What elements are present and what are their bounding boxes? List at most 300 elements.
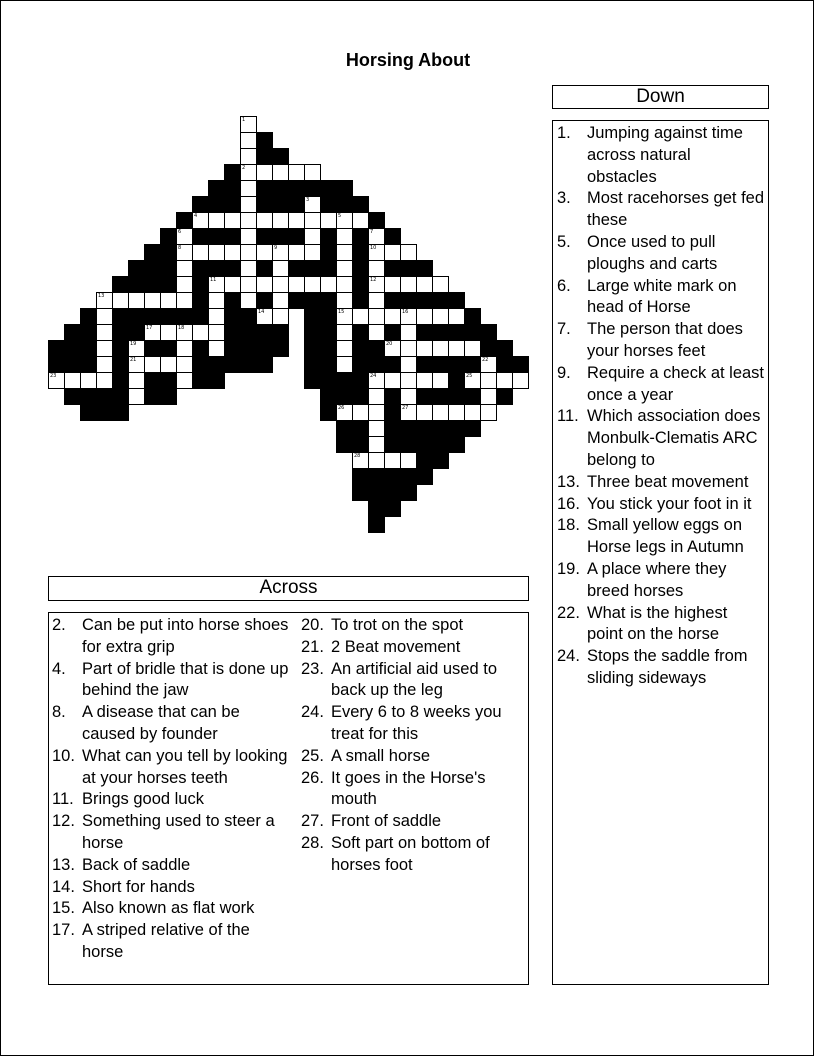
answer-cell[interactable] [320,276,337,293]
black-cell [304,308,321,325]
answer-cell[interactable] [96,356,113,373]
black-cell [80,356,97,373]
answer-cell[interactable] [384,452,401,469]
answer-cell[interactable] [464,372,481,389]
answer-cell[interactable] [480,404,497,421]
clue-item [52,746,292,790]
black-cell [160,244,177,261]
black-cell [464,388,481,405]
clue-number: 20. [301,616,324,634]
answer-cell[interactable] [400,388,417,405]
black-cell [448,356,465,373]
clue-number: 23. [301,659,324,678]
answer-cell[interactable] [416,372,433,389]
answer-cell[interactable] [144,324,161,341]
answer-cell[interactable] [272,212,289,229]
answer-cell[interactable] [304,196,321,213]
clue-number: 9. [557,363,571,382]
answer-cell[interactable] [480,372,497,389]
answer-cell[interactable] [144,356,161,373]
clue-number: 24. [557,647,580,666]
answer-cell[interactable] [368,324,385,341]
clue-number: 12. [52,812,75,831]
answer-cell[interactable] [368,404,385,421]
black-cell [368,468,385,485]
black-cell [288,228,305,245]
answer-cell[interactable] [144,292,161,309]
answer-cell[interactable] [48,372,65,389]
black-cell [208,180,225,197]
answer-cell[interactable] [400,276,417,293]
black-cell [304,180,321,197]
answer-cell[interactable] [224,244,241,261]
answer-cell[interactable] [96,308,113,325]
answer-cell[interactable] [240,292,257,309]
black-cell [192,308,209,325]
answer-cell[interactable] [256,276,273,293]
clue-text: Most racehorses get fed these [587,189,765,230]
black-cell [320,292,337,309]
black-cell [256,132,273,149]
answer-cell[interactable] [160,324,177,341]
answer-cell[interactable] [448,308,465,325]
black-cell [160,388,177,405]
black-cell [48,340,65,357]
black-cell [448,420,465,437]
black-cell [144,372,161,389]
answer-cell[interactable] [464,404,481,421]
answer-cell[interactable] [272,244,289,261]
black-cell [352,356,369,373]
clue-item [557,363,764,407]
black-cell [304,356,321,373]
answer-cell[interactable] [400,308,417,325]
answer-cell[interactable] [208,324,225,341]
answer-cell[interactable] [496,372,513,389]
answer-cell[interactable] [208,292,225,309]
clue-item [557,559,764,603]
black-cell [448,324,465,341]
clue-number: 6. [557,276,571,295]
answer-cell[interactable] [176,324,193,341]
black-cell [384,404,401,421]
answer-cell[interactable] [96,340,113,357]
answer-cell[interactable] [176,228,193,245]
answer-cell[interactable] [336,324,353,341]
answer-cell[interactable] [432,404,449,421]
answer-cell[interactable] [448,404,465,421]
answer-cell[interactable] [128,340,145,357]
answer-cell[interactable] [512,372,529,389]
answer-cell[interactable] [336,244,353,261]
clue-number: 7 [370,229,374,235]
answer-cell[interactable] [240,116,257,133]
clue-text: Soft part on bottom of horses foot [331,833,490,874]
answer-cell[interactable] [288,212,305,229]
answer-cell[interactable] [192,324,209,341]
answer-cell[interactable] [304,276,321,293]
answer-cell[interactable] [384,308,401,325]
answer-cell[interactable] [336,404,353,421]
answer-cell[interactable] [368,372,385,389]
answer-cell[interactable] [336,292,353,309]
clue-number: 5 [338,213,342,219]
answer-cell[interactable] [400,452,417,469]
answer-cell[interactable] [256,164,273,181]
answer-cell[interactable] [128,356,145,373]
clue-number: 14 [258,309,265,315]
answer-cell[interactable] [240,276,257,293]
clue-text: Part of bridle that is done up behind the jaw [82,659,289,700]
black-cell [240,340,257,357]
answer-cell[interactable] [80,372,97,389]
black-cell [384,388,401,405]
clue-text: The person that does your horses feet [587,320,743,360]
black-cell [288,196,305,213]
black-cell [352,420,369,437]
answer-cell[interactable] [176,244,193,261]
black-cell [400,292,417,309]
clue-number: 17 [146,325,153,331]
black-cell [224,164,241,181]
black-cell [240,356,257,373]
answer-cell[interactable] [208,276,225,293]
clue-number: 3 [306,197,310,203]
answer-cell[interactable] [240,180,257,197]
black-cell [112,308,129,325]
black-cell [192,372,209,389]
black-cell [336,196,353,213]
answer-cell[interactable] [416,276,433,293]
black-cell [96,388,113,405]
clue-text: Once used to pull ploughs and carts [587,232,718,273]
answer-cell[interactable] [96,292,113,309]
clue-text: Can be put into horse shoes for extra grip [82,616,289,656]
black-cell [384,468,401,485]
black-cell [288,260,305,277]
across-column-1 [52,615,292,964]
answer-cell[interactable] [272,164,289,181]
clue-number: 26. [301,768,324,787]
black-cell [432,436,449,453]
answer-cell[interactable] [208,308,225,325]
clue-number: 24. [301,703,324,722]
black-cell [256,292,273,309]
black-cell [64,356,81,373]
answer-cell[interactable] [176,372,193,389]
black-cell [80,308,97,325]
answer-cell[interactable] [240,244,257,261]
black-cell [160,260,177,277]
answer-cell[interactable] [240,164,257,181]
answer-cell[interactable] [368,228,385,245]
black-cell [352,484,369,501]
answer-cell[interactable] [224,212,241,229]
answer-cell[interactable] [400,372,417,389]
answer-cell[interactable] [464,340,481,357]
answer-cell[interactable] [432,340,449,357]
answer-cell[interactable] [288,276,305,293]
answer-cell[interactable] [240,228,257,245]
black-cell [432,452,449,469]
clue-item [557,319,764,363]
black-cell [304,324,321,341]
black-cell [224,260,241,277]
answer-cell[interactable] [416,308,433,325]
clue-text: It goes in the Horse's mouth [331,768,486,809]
answer-cell[interactable] [240,148,257,165]
clue-number: 27. [301,812,324,831]
answer-cell[interactable] [336,260,353,277]
answer-cell[interactable] [336,340,353,357]
answer-cell[interactable] [480,388,497,405]
answer-cell[interactable] [208,244,225,261]
clue-item [301,637,527,659]
answer-cell[interactable] [256,308,273,325]
answer-cell[interactable] [64,372,81,389]
answer-cell[interactable] [336,308,353,325]
black-cell [256,148,273,165]
black-cell [384,500,401,517]
answer-cell[interactable] [384,372,401,389]
black-cell [224,340,241,357]
clue-number: 9 [274,245,278,251]
clue-number: 10 [370,245,377,251]
black-cell [320,404,337,421]
answer-cell[interactable] [128,372,145,389]
black-cell [432,356,449,373]
clue-number: 22. [557,603,580,622]
black-cell [224,356,241,373]
black-cell [384,420,401,437]
black-cell [112,372,129,389]
answer-cell[interactable] [352,404,369,421]
answer-cell[interactable] [400,244,417,261]
answer-cell[interactable] [400,404,417,421]
answer-cell[interactable] [176,356,193,373]
answer-cell[interactable] [368,388,385,405]
black-cell [64,340,81,357]
black-cell [416,388,433,405]
answer-cell[interactable] [272,308,289,325]
clue-number: 2 [242,165,246,171]
black-cell [192,292,209,309]
black-cell [448,388,465,405]
black-cell [400,436,417,453]
clue-text: You stick your foot in it [587,494,752,513]
black-cell [384,324,401,341]
answer-cell[interactable] [368,452,385,469]
answer-cell[interactable] [400,340,417,357]
black-cell [336,372,353,389]
black-cell [224,292,241,309]
answer-cell[interactable] [400,324,417,341]
clue-item [52,877,292,899]
answer-cell[interactable] [256,212,273,229]
answer-cell[interactable] [304,244,321,261]
clue-number: 15 [338,309,345,315]
answer-cell[interactable] [448,340,465,357]
black-cell [112,324,129,341]
answer-cell[interactable] [192,244,209,261]
answer-cell[interactable] [400,356,417,373]
black-cell [368,484,385,501]
answer-cell[interactable] [368,436,385,453]
clue-item [557,646,764,690]
answer-cell[interactable] [208,212,225,229]
black-cell [384,292,401,309]
clue-number: 21 [130,357,137,363]
answer-cell[interactable] [336,228,353,245]
answer-cell[interactable] [224,276,241,293]
answer-cell[interactable] [176,292,193,309]
answer-cell[interactable] [128,388,145,405]
black-cell [192,276,209,293]
black-cell [288,180,305,197]
black-cell [384,436,401,453]
clue-item [52,702,292,746]
answer-cell[interactable] [288,164,305,181]
answer-cell[interactable] [272,292,289,309]
black-cell [144,308,161,325]
answer-cell[interactable] [336,356,353,373]
clue-number: 13. [52,855,75,874]
answer-cell[interactable] [432,372,449,389]
clue-text: An artificial aid used to back up the leg [331,659,498,700]
answer-cell[interactable] [240,196,257,213]
black-cell [448,292,465,309]
clue-item [557,472,764,494]
answer-cell[interactable] [368,276,385,293]
clue-number: 15. [52,899,75,918]
answer-cell[interactable] [416,340,433,357]
clue-text: Something used to steer a horse [82,812,275,852]
black-cell [272,340,289,357]
answer-cell[interactable] [176,276,193,293]
black-cell [304,260,321,277]
answer-cell[interactable] [352,308,369,325]
answer-cell[interactable] [272,276,289,293]
answer-cell[interactable] [336,212,353,229]
answer-cell[interactable] [368,244,385,261]
black-cell [256,356,273,373]
black-cell [112,388,129,405]
black-cell [496,340,513,357]
answer-cell[interactable] [368,292,385,309]
answer-cell[interactable] [304,212,321,229]
answer-cell[interactable] [96,372,113,389]
clue-number: 28. [301,833,324,852]
answer-cell[interactable] [416,404,433,421]
black-cell [352,372,369,389]
clue-number: 2. [52,616,66,634]
black-cell [448,436,465,453]
clue-number: 11 [210,277,217,283]
black-cell [208,260,225,277]
black-cell [176,308,193,325]
answer-cell[interactable] [240,212,257,229]
black-cell [208,356,225,373]
clue-item [301,659,527,703]
answer-cell[interactable] [432,276,449,293]
across-heading: Across [48,576,529,601]
black-cell [416,452,433,469]
clue-text: Every 6 to 8 weeks you treat for this [331,703,502,743]
clue-number: 10. [52,746,75,765]
black-cell [240,324,257,341]
clue-item [52,789,292,811]
black-cell [144,244,161,261]
black-cell [64,324,81,341]
clue-text: Large white mark on head of Horse [587,276,737,317]
clue-item [52,811,292,855]
black-cell [288,292,305,309]
black-cell [400,260,417,277]
clue-item [301,746,527,768]
clue-number: 27 [402,405,409,411]
clue-item [557,406,764,471]
black-cell [160,340,177,357]
answer-cell[interactable] [176,260,193,277]
answer-cell[interactable] [368,260,385,277]
answer-cell[interactable] [384,244,401,261]
black-cell [272,324,289,341]
black-cell [352,276,369,293]
answer-cell[interactable] [240,260,257,277]
black-cell [256,324,273,341]
answer-cell[interactable] [240,132,257,149]
answer-cell[interactable] [128,292,145,309]
black-cell [416,324,433,341]
answer-cell[interactable] [384,340,401,357]
black-cell [80,388,97,405]
answer-cell[interactable] [480,356,497,373]
clue-number: 20 [386,341,393,347]
answer-cell[interactable] [288,244,305,261]
answer-cell[interactable] [208,340,225,357]
clue-item [301,768,527,812]
answer-cell[interactable] [432,308,449,325]
answer-cell[interactable] [304,228,321,245]
answer-cell[interactable] [176,340,193,357]
black-cell [336,436,353,453]
clue-text: Back of saddle [82,855,191,874]
answer-cell[interactable] [368,308,385,325]
answer-cell[interactable] [368,420,385,437]
black-cell [64,388,81,405]
answer-cell[interactable] [384,276,401,293]
black-cell [224,196,241,213]
answer-cell[interactable] [320,212,337,229]
clue-number: 11. [557,407,579,426]
answer-cell[interactable] [256,244,273,261]
black-cell [144,340,161,357]
clue-item [52,920,292,964]
black-cell [400,468,417,485]
answer-cell[interactable] [112,292,129,309]
black-cell [320,356,337,373]
answer-cell[interactable] [160,356,177,373]
answer-cell[interactable] [336,276,353,293]
answer-cell[interactable] [352,212,369,229]
answer-cell[interactable] [272,260,289,277]
answer-cell[interactable] [304,164,321,181]
answer-cell[interactable] [96,324,113,341]
answer-cell[interactable] [352,452,369,469]
answer-cell[interactable] [160,292,177,309]
black-cell [272,148,289,165]
answer-cell[interactable] [192,212,209,229]
